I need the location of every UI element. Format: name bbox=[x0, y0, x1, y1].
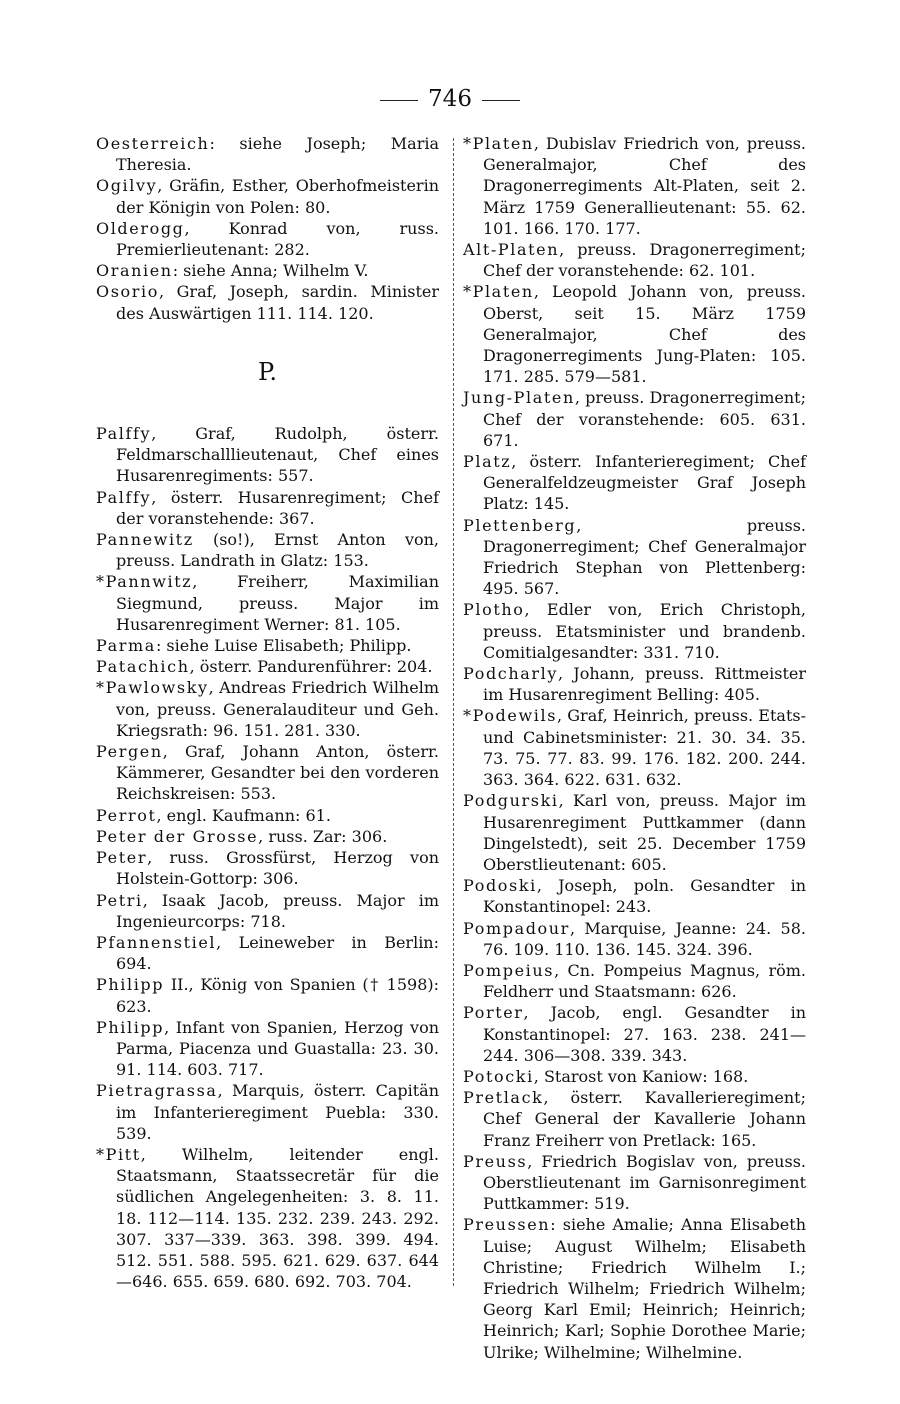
right-column bbox=[463, 133, 806, 1363]
index-entry bbox=[96, 932, 439, 974]
entry-headword: Potocki bbox=[463, 1066, 534, 1086]
entry-headword: Pretlack bbox=[463, 1088, 544, 1108]
index-entry bbox=[96, 529, 439, 571]
entry-headword: *Podewils bbox=[463, 706, 558, 726]
index-entry bbox=[96, 741, 439, 805]
entry-headword: Perrot bbox=[96, 805, 157, 825]
index-entry bbox=[463, 1002, 806, 1066]
entry-headword: Peter der Grosse bbox=[96, 826, 259, 846]
index-entry bbox=[96, 1144, 439, 1292]
entry-headword: Olderogg bbox=[96, 218, 185, 238]
index-entry bbox=[96, 133, 439, 175]
index-entry bbox=[463, 387, 806, 451]
entry-text: , Graf, Johann Anton, österr. Kämmerer, Gesandter bei den vorderen Reichskreisen: 553. bbox=[116, 742, 439, 804]
entry-headword: Palffy bbox=[96, 487, 152, 507]
index-entry bbox=[96, 571, 439, 635]
index-entry bbox=[96, 260, 439, 281]
entry-headword: Platz bbox=[463, 452, 512, 472]
index-entry bbox=[463, 515, 806, 600]
entry-text: , Gräfin, Esther, Oberhofmeisterin der Königin von Polen: 80. bbox=[116, 176, 439, 217]
entry-text: , Marquise, Jeanne: 24. 58. 76. 109. 110. 136. 145. 324. 396. bbox=[483, 918, 806, 959]
entry-headword: *Pannwitz bbox=[96, 572, 193, 592]
index-entry bbox=[463, 790, 806, 875]
entry-text: , preuss. Dragonerregiment; Chef der voranstehende: 605. 631. 671. bbox=[483, 388, 806, 450]
entry-headword: Philipp bbox=[96, 1017, 165, 1037]
entry-headword: Podcharly bbox=[463, 664, 559, 684]
entry-headword: Ogilvy bbox=[96, 176, 158, 196]
entry-text: , engl. Kaufmann: 61. bbox=[156, 805, 331, 825]
entry-headword: Plotho bbox=[463, 600, 525, 620]
left-o-entries bbox=[96, 133, 439, 324]
index-entry bbox=[96, 677, 439, 741]
entry-headword: Preuss bbox=[463, 1151, 528, 1171]
index-entry bbox=[96, 1080, 439, 1144]
entry-text: , österr. Pandurenführer: 204. bbox=[189, 657, 433, 677]
header-dash-right bbox=[482, 100, 520, 101]
header-dash-left bbox=[380, 100, 418, 101]
index-entry bbox=[96, 487, 439, 529]
entry-text: , Marquis, österr. Capitän im Infanterieregiment Puebla: 330. 539. bbox=[116, 1081, 439, 1143]
entry-text: , österr. Kavallerieregiment; Chef General der Kavallerie Johann Franz Freiherr von Pretlack: 165. bbox=[483, 1088, 806, 1150]
entry-headword: Pietragrassa bbox=[96, 1081, 218, 1101]
index-entry bbox=[96, 635, 439, 656]
entry-text: , Freiherr, Maximilian Siegmund, preuss. Major im Husarenregiment Werner: 81. 105. bbox=[116, 572, 439, 634]
entry-headword: Osorio bbox=[96, 282, 159, 302]
entry-text: , Wilhelm, leitender engl. Staatsmann, Staatssecretär für die südlichen Angelegenheiten: 3. 8. 11. 18. 112—114. 135. 232. 239. 243. 292. 307. 337—339. 363. 398. 399. 494. 512. 551. 588. 595. 621. 629. 637. 644—646. 655. 659. 680. 692. 703. 704. bbox=[116, 1144, 439, 1292]
index-entry bbox=[463, 1214, 806, 1362]
entry-text: : siehe Amalie; Anna Elisabeth Luise; August Wilhelm; Elisabeth Christine; Friedrich Wilhelm I.; Friedrich Wilhelm; Friedrich Wilhelm; Georg Karl Emil; Heinrich; Heinrich; Heinrich; Karl; Sophie Dorothee Marie; Ulrike; Wilhelmine; Wilhelmine. bbox=[483, 1215, 806, 1362]
entry-text: , Edler von, Erich Christoph, preuss. Etatsminister und brandenb. Comitialgesandter: 331. 710. bbox=[483, 600, 806, 662]
entry-headword: Parma bbox=[96, 636, 156, 656]
entry-text: II., König von Spanien († 1598): 623. bbox=[116, 975, 439, 1016]
entry-headword: Pompeius bbox=[463, 960, 555, 980]
entry-text: , Infant von Spanien, Herzog von Parma, Piacenza und Guastalla: 23. 30. 91. 114. 603. 717. bbox=[116, 1017, 439, 1080]
index-entry bbox=[463, 918, 806, 960]
left-p-entries bbox=[96, 423, 439, 1292]
entry-text: , Cn. Pompeius Magnus, röm. Feldherr und Staatsmann: 626. bbox=[483, 960, 806, 1002]
index-entry bbox=[96, 826, 439, 847]
entry-text: , österr. Infanterieregiment; Chef Generalfeldzeugmeister Graf Joseph Platz: 145. bbox=[483, 452, 806, 514]
index-entry bbox=[463, 960, 806, 1002]
entry-headword: Pompadour bbox=[463, 918, 570, 938]
index-entry bbox=[96, 175, 439, 217]
entry-headword: Jung-Platen bbox=[463, 388, 575, 408]
entry-text: , österr. Husarenregiment; Chef der voranstehende: 367. bbox=[116, 487, 439, 528]
entry-text: , russ. Zar: 306. bbox=[258, 826, 388, 846]
entry-headword: Palffy bbox=[96, 424, 152, 444]
entry-text: : siehe Joseph; Maria Theresia. bbox=[116, 134, 439, 175]
index-entry bbox=[96, 423, 439, 487]
index-entry bbox=[463, 705, 806, 790]
index-entry bbox=[463, 133, 806, 239]
page-number: 746 bbox=[428, 86, 472, 112]
entry-headword: Pannewitz bbox=[96, 530, 194, 550]
index-entry bbox=[96, 656, 439, 677]
entry-headword: Peter bbox=[96, 848, 148, 868]
index-entry bbox=[463, 1066, 806, 1087]
index-entry bbox=[96, 890, 439, 932]
entry-headword: Patachich bbox=[96, 657, 190, 677]
entry-text: , russ. Grossfürst, Herzog von Holstein-Gottorp: 306. bbox=[116, 848, 439, 889]
entry-headword: *Platen bbox=[463, 134, 534, 153]
entry-text: , Graf, Joseph, sardin. Minister des Auswärtigen 111. 114. 120. bbox=[116, 282, 439, 323]
index-entry bbox=[96, 281, 439, 323]
index-entry bbox=[96, 1017, 439, 1081]
entry-headword: Porter bbox=[463, 1003, 524, 1023]
entry-headword: Preussen bbox=[463, 1215, 551, 1235]
entry-headword: Podgurski bbox=[463, 791, 559, 811]
index-entry bbox=[96, 847, 439, 889]
index-entry bbox=[463, 1151, 806, 1215]
entry-text: , Joseph, poln. Gesandter in Konstantinopel: 243. bbox=[483, 876, 806, 917]
entry-headword: *Pawlowsky bbox=[96, 678, 209, 698]
entry-text: , Isaak Jacob, preuss. Major im Ingenieurcorps: 718. bbox=[116, 890, 439, 931]
index-entry bbox=[96, 974, 439, 1016]
index-entry bbox=[463, 663, 806, 705]
entry-headword: Oranien bbox=[96, 261, 173, 281]
entry-headword: Philipp bbox=[96, 975, 165, 995]
entry-text: , Jacob, engl. Gesandter in Konstantinopel: 27. 163. 238. 241—244. 306—308. 339. 343. bbox=[483, 1003, 806, 1065]
section-letter: P. bbox=[258, 357, 277, 386]
entry-text: : siehe Anna; Wilhelm V. bbox=[172, 261, 369, 281]
entry-headword: Oesterreich bbox=[96, 134, 210, 153]
page-header bbox=[0, 86, 900, 112]
entry-headword: *Platen bbox=[463, 282, 534, 302]
entry-headword: Alt-Platen bbox=[463, 240, 560, 260]
index-entry bbox=[463, 599, 806, 663]
entry-text: , Konrad von, russ. Premierlieutenant: 282. bbox=[116, 218, 439, 260]
index-entry bbox=[463, 451, 806, 515]
entry-headword: Pergen bbox=[96, 742, 163, 762]
index-entry bbox=[96, 805, 439, 826]
index-entry bbox=[463, 239, 806, 281]
left-column bbox=[96, 133, 439, 1292]
index-entry bbox=[463, 875, 806, 917]
column-divider bbox=[453, 138, 454, 1286]
index-entry bbox=[463, 281, 806, 387]
entry-text: , Johann, preuss. Rittmeister im Husarenregiment Belling: 405. bbox=[483, 664, 806, 705]
entry-text: , Friedrich Bogislav von, preuss. Oberstlieutenant im Garnisonregiment Puttkammer: 519. bbox=[483, 1151, 806, 1214]
entry-text: , Andreas Friedrich Wilhelm von, preuss. Generalauditeur und Geh. Kriegsrath: 96. 151. 281. 330. bbox=[116, 678, 439, 740]
entry-text: , preuss. Dragonerregiment; Chef der voranstehende: 62. 101. bbox=[483, 240, 806, 281]
entry-text: : siehe Luise Elisabeth; Philipp. bbox=[155, 636, 412, 656]
entry-text: , Graf, Rudolph, österr. Feldmarschalllieutenaut, Chef eines Husarenregiments: 557. bbox=[116, 424, 439, 486]
index-entry bbox=[96, 218, 439, 260]
entry-text: , Karl von, preuss. Major im Husarenregiment Puttkammer (dann Dingelstedt), seit 25. December 1759 Oberstlieutenant: 605. bbox=[483, 791, 806, 874]
entry-text: , preuss. Dragonerregiment; Chef Generalmajor Friedrich Stephan von Plettenberg: 495. 567. bbox=[483, 515, 806, 599]
entry-headword: Podoski bbox=[463, 876, 537, 896]
entry-text: , Starost von Kaniow: 168. bbox=[533, 1066, 749, 1086]
entry-text: , Leineweber in Berlin: 694. bbox=[116, 932, 439, 974]
entry-text: , Dubislav Friedrich von, preuss. Generalmajor, Chef des Dragonerregiments Alt-Platen, seit 2. März 1759 Generallieutenant: 55. 62. 101. 166. 170. 177. bbox=[483, 134, 806, 238]
entry-headword: Pfannenstiel bbox=[96, 932, 217, 952]
entry-text: (so!), Ernst Anton von, preuss. Landrath in Glatz: 153. bbox=[116, 530, 439, 571]
entry-text: , Leopold Johann von, preuss. Oberst, seit 15. März 1759 Generalmajor, Chef des Dragonerregiments Jung-Platen: 105. 171. 285. 579—581. bbox=[483, 282, 806, 387]
entry-text: , Graf, Heinrich, preuss. Etats- und Cabinetsminister: 21. 30. 34. 35. 73. 75. 77. 83. 99. 176. 182. 200. 244. 363. 364. 622. 631. 632. bbox=[483, 706, 806, 790]
entry-headword: Plettenberg bbox=[463, 515, 577, 535]
entry-headword: *Pitt bbox=[96, 1144, 141, 1164]
entry-headword: Petri bbox=[96, 890, 143, 910]
index-entry bbox=[463, 1087, 806, 1151]
